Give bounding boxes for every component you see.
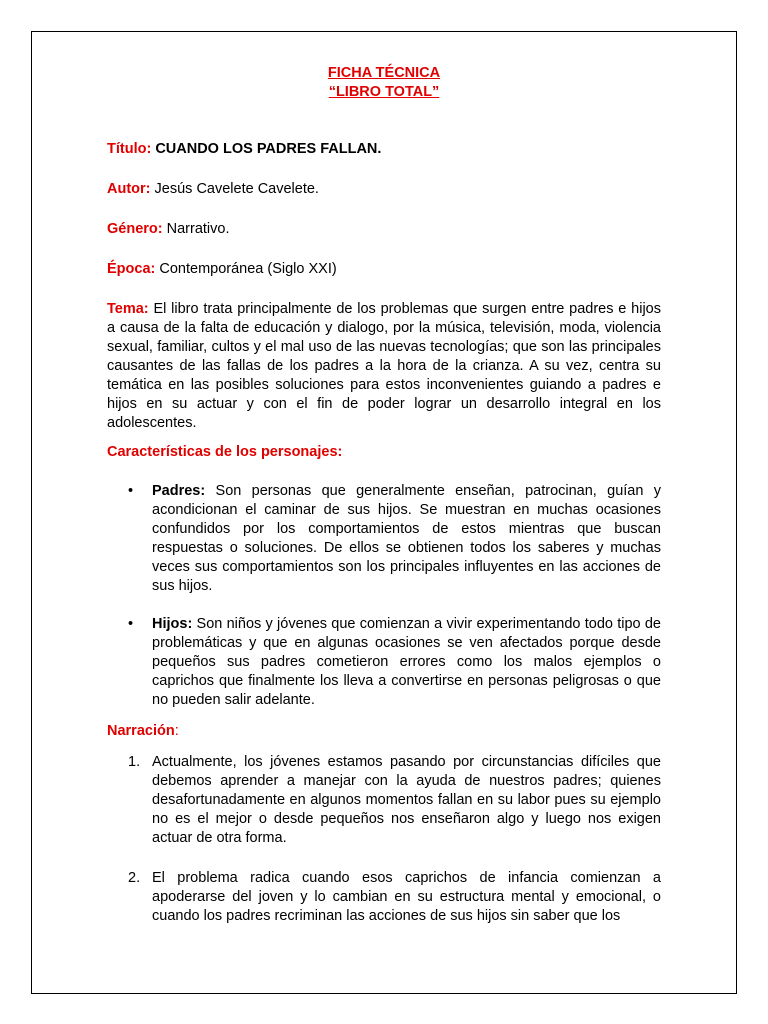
field-tema-value: El libro trata principalmente de los problemas que surgen entre padres e hijos a causa de la falta de educación y dialogo, por la música, televisión, moda, violencia sexual, familiar, cultos y el mal uso de las nuevas tecnologías; que son las principales causantes de las fallas de los padres a la hora de la crianza. A su vez, centra su temática en las posibles soluciones para estos inconvenientes guiando a padres e hijos en su actuar y con el fin de poder lograr un desarrollo integral en los adolescentes. bbox=[107, 301, 661, 431]
list-item bbox=[107, 869, 661, 926]
narration-list bbox=[107, 753, 661, 926]
narration-heading-line bbox=[107, 722, 661, 741]
field-autor-value: Jesús Cavelete Cavelete. bbox=[154, 181, 319, 197]
field-titulo-value: CUANDO LOS PADRES FALLAN. bbox=[155, 141, 382, 157]
character-description: Son niños y jóvenes que comienzan a vivir experimentando todo tipo de problemáticas y que en algunas ocasiones se ven afectados porque desde pequeños sus padres cometieron errores como los malos ejemplos o caprichos que finalmente los lleva a convertirse en personas peligrosas o que no pueden salir adelante. bbox=[152, 616, 661, 708]
narration-heading: Narración bbox=[107, 723, 175, 739]
character-name: Padres: bbox=[152, 483, 206, 499]
field-genero-label: Género: bbox=[107, 221, 163, 237]
characters-heading: Características de los personajes: bbox=[107, 444, 343, 460]
doc-title-line2: “LIBRO TOTAL” bbox=[328, 84, 440, 100]
bullet-icon: • bbox=[128, 616, 134, 632]
narration-heading-colon: : bbox=[174, 723, 179, 739]
bullet-icon: • bbox=[128, 483, 134, 499]
list-item bbox=[107, 753, 661, 848]
narration-text: El problema radica cuando esos caprichos de infancia comienzan a apoderarse del joven y lo cambian en su estructura mental y emocional, o cuando los padres recriminan las acciones de sus hijos sin saber que los bbox=[152, 870, 661, 924]
field-tema bbox=[107, 300, 661, 433]
field-genero-value: Narrativo. bbox=[166, 221, 230, 237]
doc-title-line1: FICHA TÉCNICA bbox=[327, 65, 441, 81]
list-number: 2. bbox=[128, 870, 141, 886]
list-item bbox=[107, 482, 661, 596]
field-genero bbox=[107, 220, 661, 239]
narration-text: Actualmente, los jóvenes estamos pasando por circunstancias difíciles que debemos aprender a manejar con la ayuda de nuestros padres; quienes desafortunadamente en algunos momentos fallan en su labor pues su ejemplo no es el mejor o desde pequeños nos enseñaron algo y luego nos exigen actuar de otra forma. bbox=[152, 754, 661, 846]
field-titulo-label: Título: bbox=[107, 141, 152, 157]
field-epoca-value: Contemporánea (Siglo XXI) bbox=[159, 261, 337, 277]
document-body bbox=[107, 64, 661, 926]
list-number: 1. bbox=[128, 754, 141, 770]
list-item bbox=[107, 615, 661, 710]
field-epoca-label: Época: bbox=[107, 261, 156, 277]
field-autor-label: Autor: bbox=[107, 181, 151, 197]
field-titulo bbox=[107, 140, 661, 159]
characters-list bbox=[107, 482, 661, 710]
field-epoca bbox=[107, 260, 661, 279]
character-name: Hijos: bbox=[152, 616, 193, 632]
character-description: Son personas que generalmente enseñan, patrocinan, guían y acondicionan el caminar de sus hijos. Se muestran en muchas ocasiones confundidos por los comportamientos de estos mientras que buscan respuestas o soluciones. De ellos se obtienen todos los saberes y muchas veces sus comportamientos son los principales influyentes en las acciones de sus hijos. bbox=[152, 483, 661, 594]
field-autor bbox=[107, 180, 661, 199]
field-tema-label: Tema: bbox=[107, 301, 149, 317]
